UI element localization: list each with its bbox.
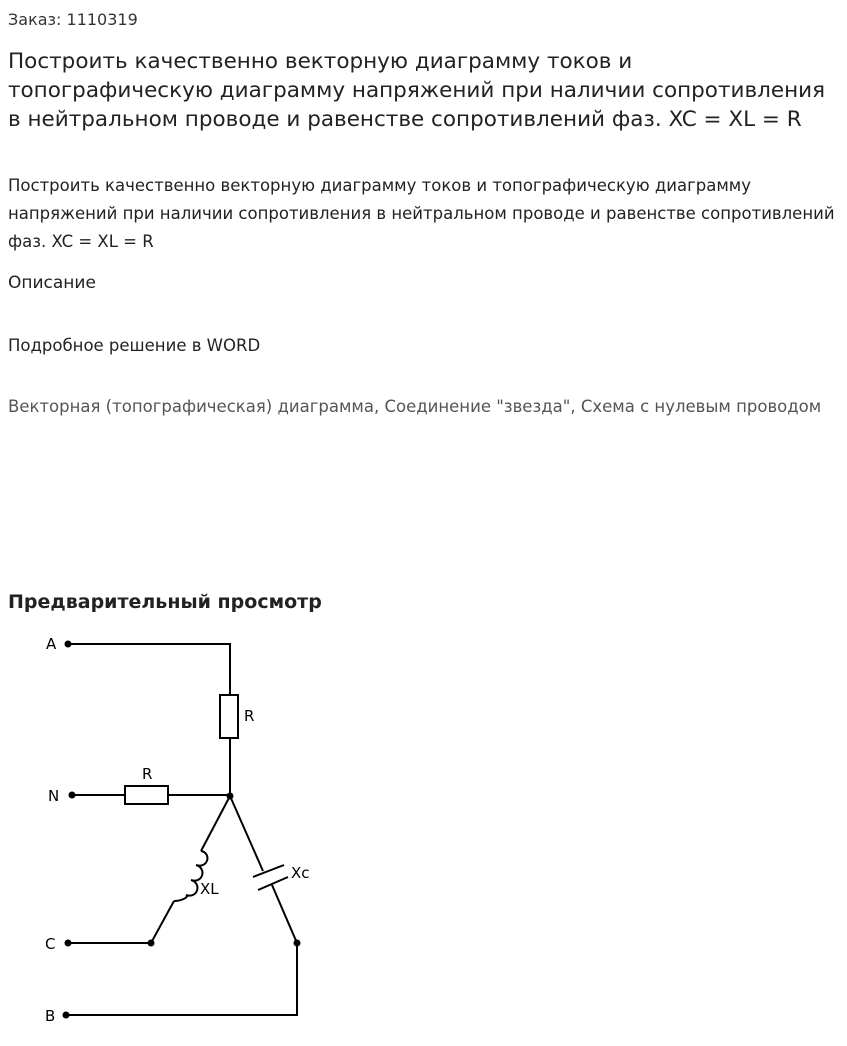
wire-c-star bbox=[201, 796, 230, 851]
terminal-n-dot bbox=[69, 792, 76, 799]
terminal-c-label: C bbox=[45, 935, 56, 953]
circuit-diagram bbox=[30, 625, 330, 1040]
tag-link-neutral-wire[interactable]: Схема с нулевым проводом bbox=[580, 397, 822, 416]
terminal-a-dot bbox=[65, 641, 72, 648]
tag-link-vector-diagram[interactable]: Векторная (топографическая) диаграмма bbox=[8, 397, 374, 416]
tag-list bbox=[8, 392, 843, 421]
page-title: Построить качественно векторную диаграмму токов и топографическую диаграмму напряжений при наличии сопротивления в нейтральном проводе и равенстве сопротивлений фаз. XC = XL = R bbox=[8, 49, 826, 132]
terminal-c-dot bbox=[65, 940, 72, 947]
wire-c bbox=[68, 901, 174, 943]
node-c-dot bbox=[148, 940, 155, 947]
resistor-a bbox=[220, 695, 238, 738]
preview-heading: Предварительный просмотр bbox=[8, 591, 322, 613]
tag-separator: , bbox=[373, 397, 385, 416]
tag-link-star-connection[interactable]: Соединение "звезда" bbox=[384, 397, 571, 416]
detail-note: Подробное решение в WORD bbox=[8, 336, 261, 355]
lead-text: Построить качественно векторную диаграмму токов и топографическую диаграмму напряжений при наличии сопротивления в нейтральном проводе и равенстве сопротивлений фаз. XC = XL = R bbox=[8, 176, 835, 251]
capacitor-plate-1 bbox=[253, 865, 284, 877]
terminal-n-label: N bbox=[48, 787, 60, 805]
resistor-n-label: R bbox=[142, 765, 153, 783]
inductor-label: XL bbox=[200, 880, 219, 898]
star-point-dot bbox=[227, 793, 234, 800]
capacitor-label: Xc bbox=[291, 864, 310, 882]
terminal-b-label: B bbox=[45, 1007, 56, 1025]
node-b-dot bbox=[294, 940, 301, 947]
terminal-b-dot bbox=[63, 1012, 70, 1019]
order-number: Заказ: 1110319 bbox=[8, 10, 138, 29]
resistor-n bbox=[125, 786, 168, 804]
wire-a bbox=[68, 644, 230, 695]
resistor-a-label: R bbox=[244, 707, 255, 725]
tag-separator: , bbox=[570, 397, 581, 416]
wire-b-star bbox=[230, 796, 263, 871]
terminal-a-label: A bbox=[46, 635, 57, 653]
wire-b-cap bbox=[66, 885, 297, 1015]
description-heading: Описание bbox=[8, 273, 96, 293]
